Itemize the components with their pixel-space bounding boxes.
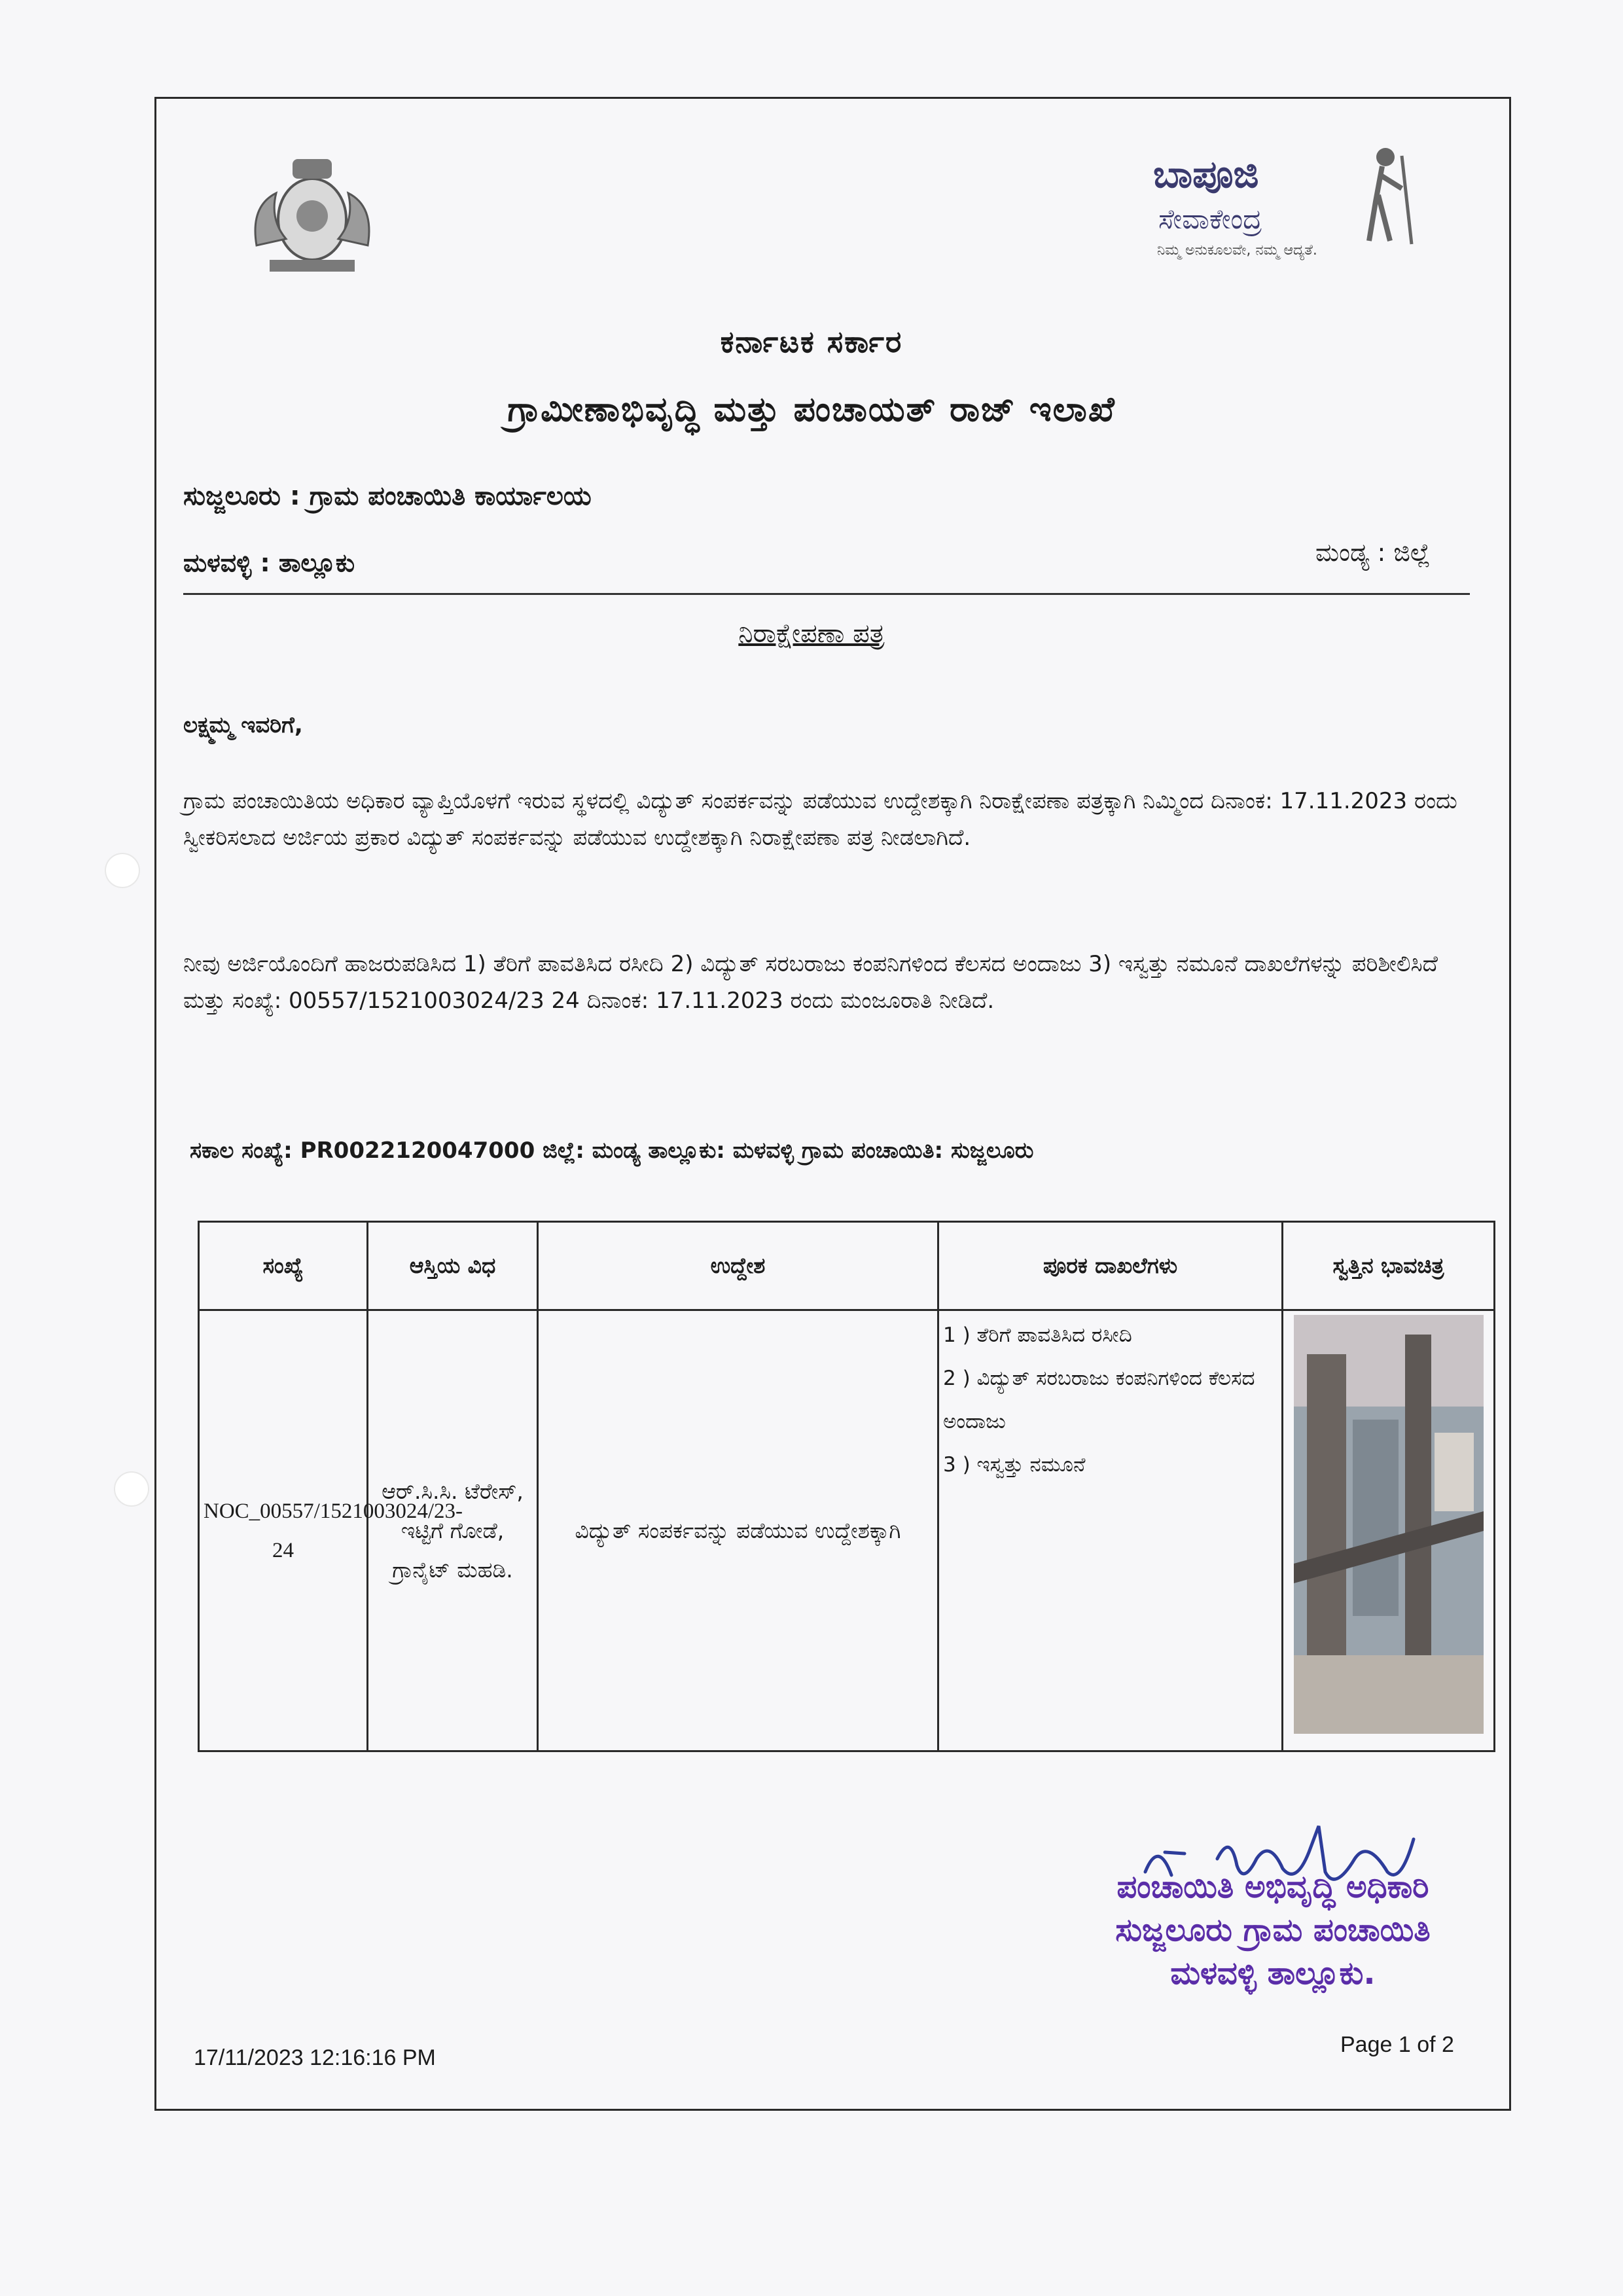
property-type: ಆರ್.ಸಿ.ಸಿ. ಟೆರೇಸ್, ಇಟ್ಟಿಗೆ ಗೋಡೆ, ಗ್ರಾನೈಟ್ ಮಹಡಿ. [368,1310,538,1751]
state-emblem-icon [230,147,394,278]
punch-hole-bottom [115,1473,148,1505]
logo-tagline: ನಿಮ್ಮ ಅನುಕೂಲವೇ, ನಮ್ಮ ಆದ್ಯತೆ. [1157,242,1317,259]
supporting-documents [938,1310,1283,1751]
page-number: Page 1 of 2 [1340,2032,1454,2057]
logo-subtitle: ಸೇವಾಕೇಂದ್ರ [1158,203,1262,235]
district-name: ಮಂಡ್ಯ : ಜಿಲ್ಲೆ [1315,538,1431,567]
header-documents: ಪೂರಕ ದಾಖಲೆಗಳು [938,1222,1283,1310]
stamp-line: ಮಳವಳ್ಳಿ ತಾಲ್ಲೂಕು. [1170,1955,1376,1992]
stamp-line: ಪಂಚಾಯಿತಿ ಅಭಿವೃದ್ಧಿ ಅಧಿಕಾರಿ [1116,1869,1429,1905]
header-number: ಸಂಖ್ಯೆ [199,1222,368,1310]
department-name: ಗ್ರಾಮೀಣಾಭಿವೃದ್ಧಿ ಮತ್ತು ಪಂಚಾಯತ್ ರಾಜ್ ಇಲಾಖೆ [507,390,1116,429]
bapuji-sevakendra-logo [1153,143,1428,274]
document-item: 1 ) ತೆರಿಗೆ ಪಾವತಿಸಿದ ರಸೀದಿ [943,1323,1132,1347]
table-header-row [199,1222,1495,1310]
walking-figure-icon [1349,143,1428,247]
noc-number: NOC_00557/1521003024/23-24 [199,1310,368,1751]
document-item: 3 ) ಇಸ್ವತ್ತು ನಮೂನೆ [943,1453,1086,1477]
purpose: ವಿದ್ಯುತ್ ಸಂಪರ್ಕವನ್ನು ಪಡೆಯುವ ಉದ್ದೇಶಕ್ಕಾಗಿ [538,1310,938,1751]
property-photo-cell [1283,1310,1495,1751]
officer-stamp [1031,1865,1515,1995]
taluk-name: ಮಳವಳ್ಳಿ : ತಾಲ್ಲೂಕು [183,548,355,577]
property-photo-image [1294,1315,1484,1734]
document-item: 2 ) ವಿದ್ಯುತ್ ಸರಬರಾಜು ಕಂಪನಿಗಳಿಂದ ಕೆಲಸದ ಅಂದಾಜು [943,1367,1255,1433]
logo-title: ಬಾಪೂಜಿ [1153,152,1259,196]
header-purpose: ಉದ್ದೇಶ [538,1222,938,1310]
greeting: ಲಕ್ಷ್ಮಮ್ಮ ಇವರಿಗೆ, [183,712,303,738]
header-property-type: ಆಸ್ತಿಯ ವಿಧ [368,1222,538,1310]
table-row [199,1310,1495,1751]
header-divider [183,593,1470,595]
print-timestamp: 17/11/2023 12:16:16 PM [194,2045,436,2070]
punch-hole-top [106,854,139,887]
header-property-photo: ಸ್ವತ್ತಿನ ಭಾವಚಿತ್ರ [1283,1222,1495,1310]
office-name: ಸುಜ್ಜಲೂರು : ಗ್ರಾಮ ಪಂಚಾಯಿತಿ ಕಾರ್ಯಾಲಯ [183,481,592,511]
sakala-reference: ಸಕಾಲ ಸಂಖ್ಯೆ: PR0022120047000 ಜಿಲ್ಲೆ: ಮಂಡ್ಯ ತಾಲ್ಲೂಕು: ಮಳವಳ್ಳಿ ಗ್ರಾಮ ಪಂಚಾಯಿತಿ: ಸುಜ್ಜಲೂರು [190,1138,1034,1164]
paragraph-2: ನೀವು ಅರ್ಜಿಯೊಂದಿಗೆ ಹಾಜರುಪಡಿಸಿದ 1) ತೆರಿಗೆ ಪಾವತಿಸಿದ ರಸೀದಿ 2) ವಿದ್ಯುತ್ ಸರಬರಾಜು ಕಂಪನಿಗಳಿಂದ ಕೆಲಸದ ಅಂದಾಜು 3) ಇಸ್ವತ್ತು ನಮೂನೆ ದಾಖಲೆಗಳನ್ನು ಪರಿಶೀಲಿಸಿದೆ ಮತ್ತು ಸಂಖ್ಯೆ: 00557/1521003024/23 24 ದಿನಾಂಕ: 17.11.2023 ರಂದು ಮಂಜೂರಾತಿ ನೀಡಿದೆ. [183,951,1438,1014]
paragraph-1: ಗ್ರಾಮ ಪಂಚಾಯಿತಿಯ ಅಧಿಕಾರ ವ್ಯಾಪ್ತಿಯೊಳಗೆ ಇರುವ ಸ್ಥಳದಲ್ಲಿ ವಿದ್ಯುತ್ ಸಂಪರ್ಕವನ್ನು ಪಡೆಯುವ ಉದ್ದೇಶಕ್ಕಾಗಿ ನಿರಾಕ್ಷೇಪಣಾ ಪತ್ರಕ್ಕಾಗಿ ನಿಮ್ಮಿಂದ ದಿನಾಂಕ: 17.11.2023 ರಂದು ಸ್ವೀಕರಿಸಲಾದ ಅರ್ಜಿಯ ಪ್ರಕಾರ ವಿದ್ಯುತ್ ಸಂಪರ್ಕವನ್ನು ಪಡೆಯುವ ಉದ್ದೇಶಕ್ಕಾಗಿ ನಿರಾಕ್ಷೇಪಣಾ ಪತ್ರ ನೀಡಲಾಗಿದೆ. [183,788,1457,851]
noc-table [198,1221,1495,1752]
document-title: ನಿರಾಕ್ಷೇಪಣಾ ಪತ್ರ [738,619,885,649]
stamp-line: ಸುಜ್ಜಲೂರು ಗ್ರಾಮ ಪಂಚಾಯಿತಿ [1115,1912,1431,1948]
government-name: ಕರ್ನಾಟಕ ಸರ್ಕಾರ [720,324,903,359]
